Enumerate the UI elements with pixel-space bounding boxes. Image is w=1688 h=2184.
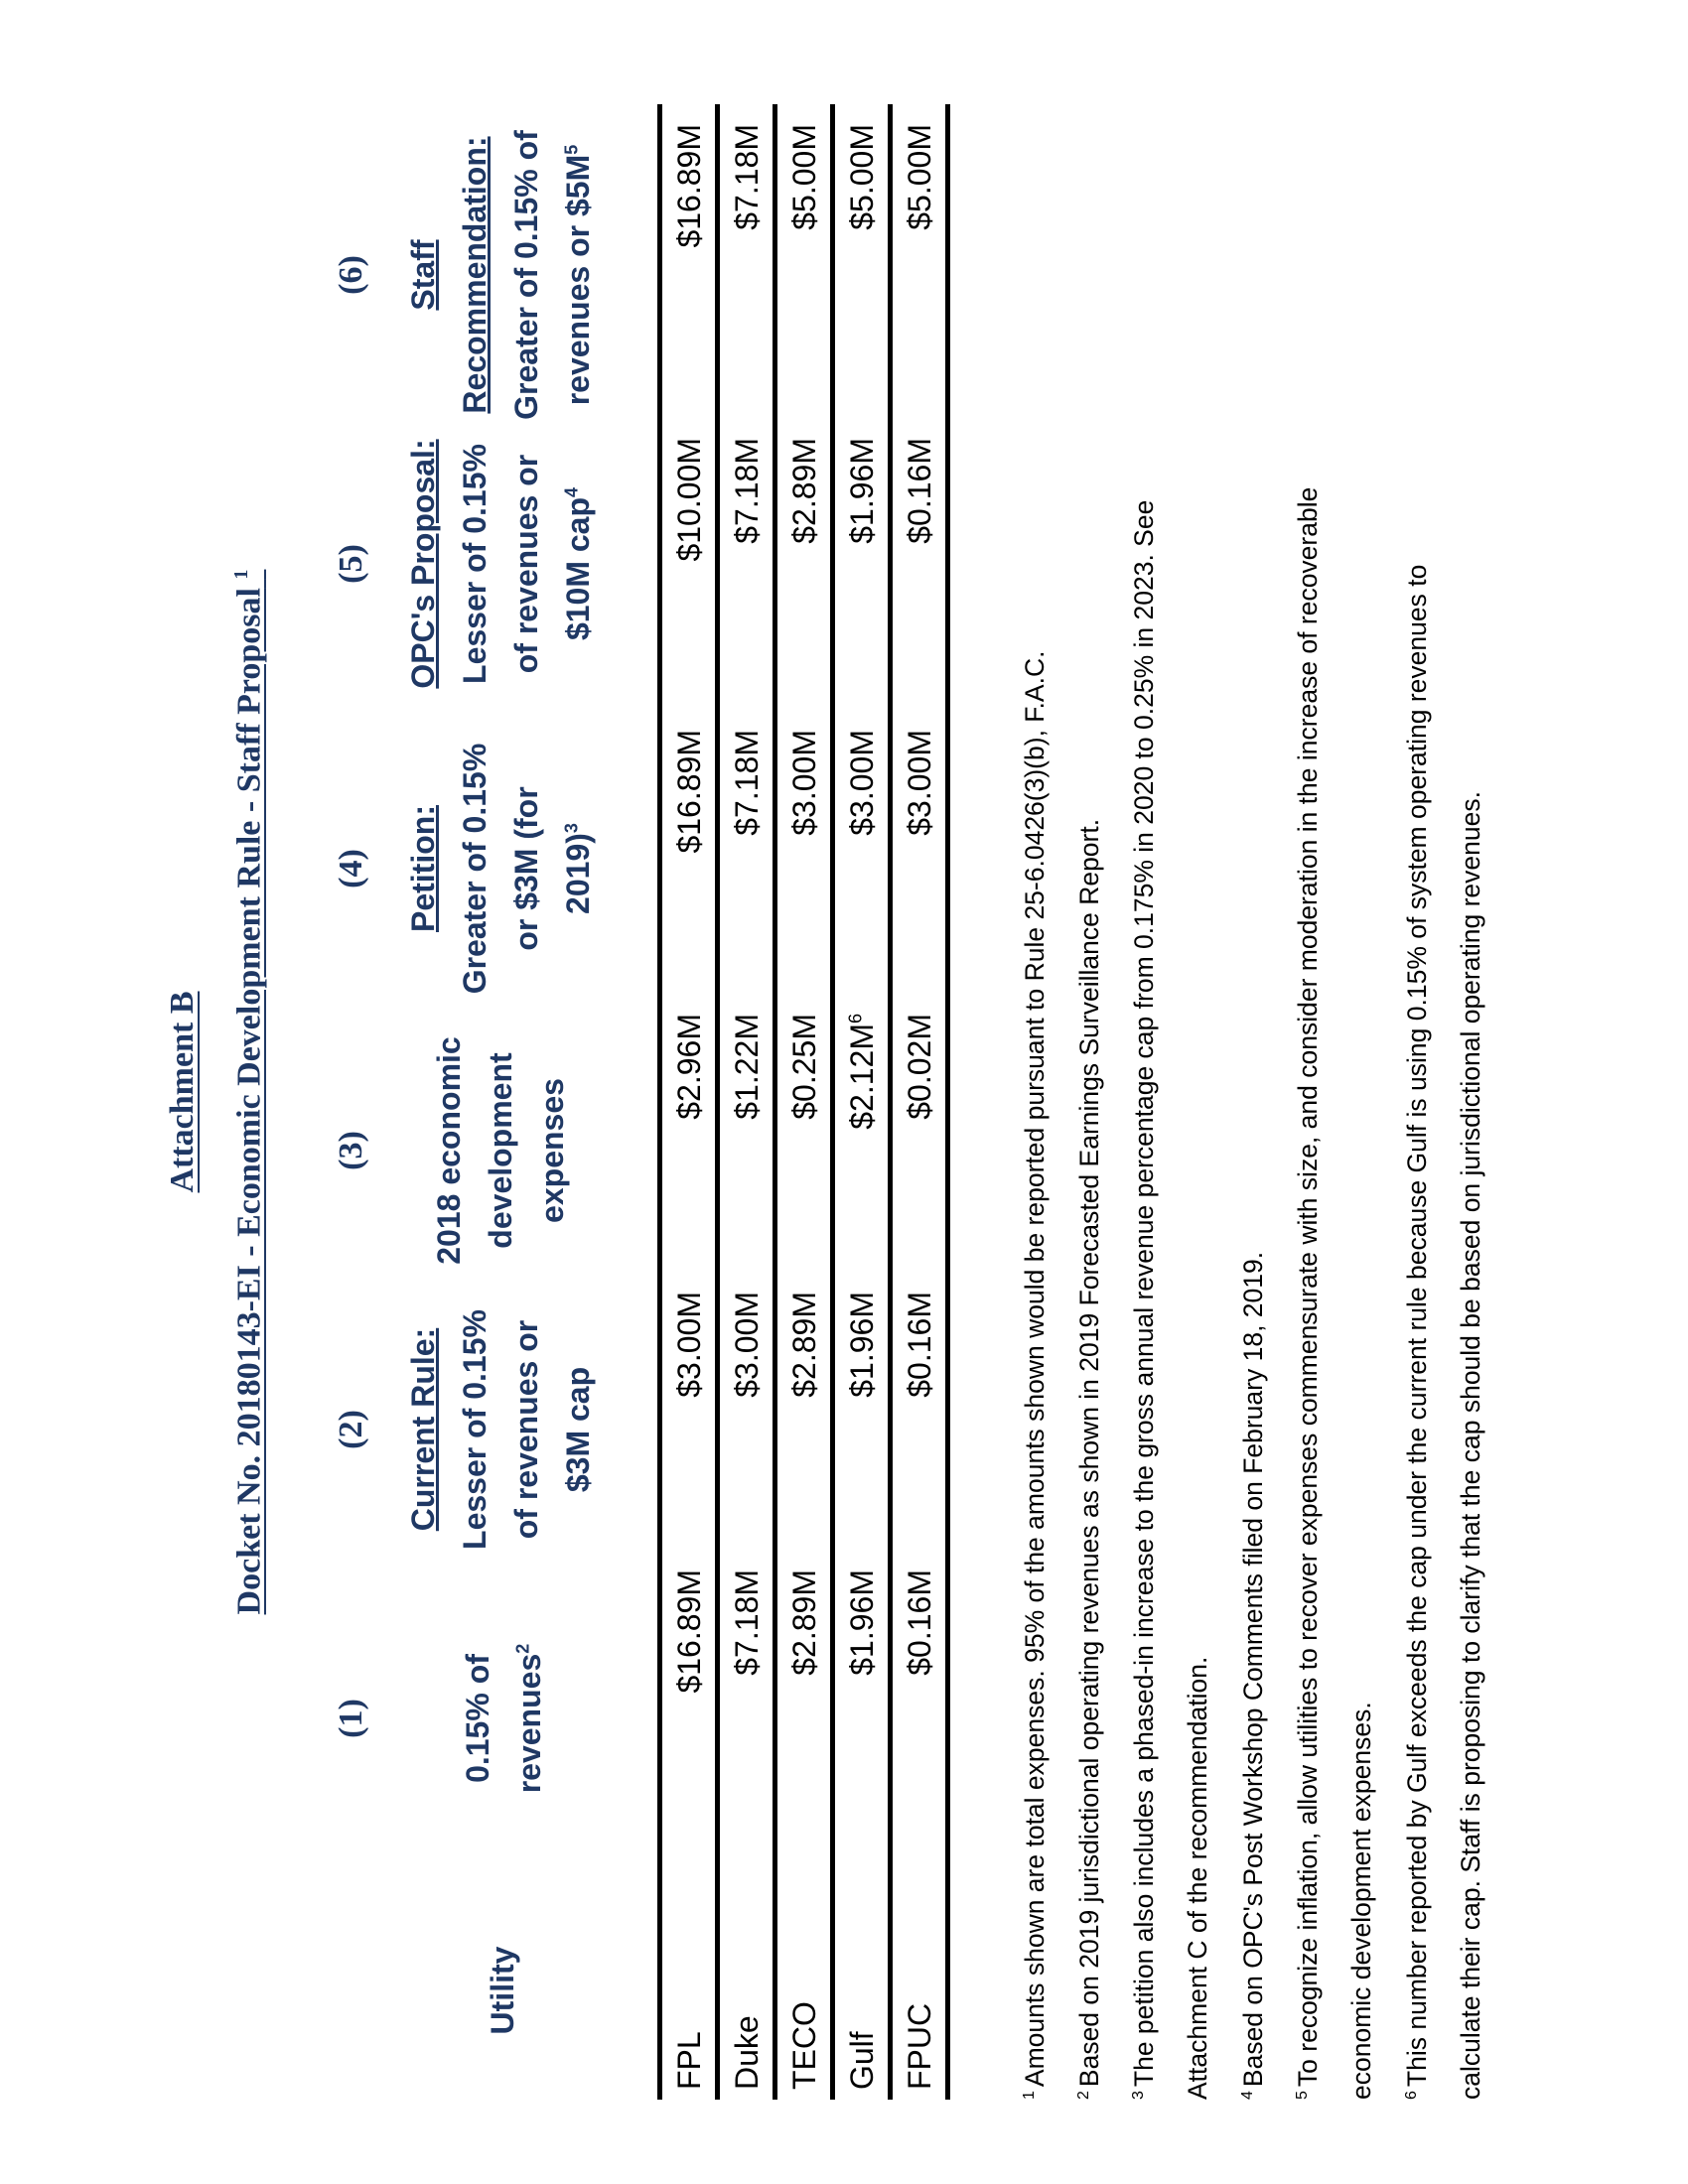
cell-utility: Gulf xyxy=(844,2031,880,2090)
cell-col1: $16.89M xyxy=(671,1570,707,1694)
table-row xyxy=(660,104,718,2090)
header-col4-sup: 3 xyxy=(561,823,582,834)
cell-col2: $3.00M xyxy=(671,1292,707,1398)
attachment-title: Attachment B xyxy=(164,991,201,1193)
header-col5-sup: 4 xyxy=(561,486,582,497)
cell-col3 xyxy=(718,1014,775,1236)
cell-col6: $7.18M xyxy=(729,124,765,230)
cell-col3-value: $0.25M xyxy=(786,1014,822,1120)
cell-col6: $5.00M xyxy=(844,124,880,230)
cell-col3 xyxy=(891,1014,948,1236)
cell-col3-value: $2.96M xyxy=(671,1014,707,1120)
footnote-2-line-1: Based on 2019 jurisdictional operating revenues as shown in 2019 Forecasted Earnings Surveillance Report. xyxy=(1074,818,1104,2088)
header-col1 xyxy=(452,1619,555,1818)
header-col5-line2: Lesser of 0.15% xyxy=(457,444,492,684)
column-number-2: (2) xyxy=(333,1410,369,1449)
table-row xyxy=(891,104,948,2090)
cell-utility: FPL xyxy=(671,2031,707,2090)
header-col3-line2: development xyxy=(483,1052,518,1249)
header-col3 xyxy=(423,1012,578,1290)
header-col3-line1: 2018 economic xyxy=(431,1036,467,1265)
cell-col5: $10.00M xyxy=(671,438,707,562)
cell-col3 xyxy=(833,1014,891,1236)
header-col4-line1: Petition: xyxy=(405,805,441,932)
cell-col4: $3.00M xyxy=(786,730,822,836)
cell-col3-sup: 6 xyxy=(845,1014,866,1024)
cell-utility: Duke xyxy=(729,2015,765,2090)
cell-col4: $3.00M xyxy=(902,730,937,836)
footnote-2-number: 2 xyxy=(1075,2091,1093,2100)
header-col1-line2 xyxy=(503,1619,555,1818)
header-col6-line4 xyxy=(552,116,604,434)
header-col2-line3: of revenues or xyxy=(508,1319,544,1540)
header-col6-line1: Staff xyxy=(405,239,441,311)
header-col2-line2: Lesser of 0.15% xyxy=(457,1309,492,1550)
footnote-4 xyxy=(1226,124,1280,2100)
cell-col1: $7.18M xyxy=(729,1570,765,1676)
header-col5 xyxy=(397,415,604,713)
header-col1-sup: 2 xyxy=(512,1643,533,1654)
cell-col3-value: $2.12M xyxy=(844,1024,880,1130)
cell-col1: $1.96M xyxy=(844,1570,880,1676)
header-col2-line1: Current Rule: xyxy=(405,1327,441,1532)
cell-col3-value: $1.22M xyxy=(729,1014,765,1120)
header-col6-line2: Recommendation: xyxy=(457,136,492,414)
header-col5-line3: of revenues or xyxy=(508,454,544,674)
header-col6-line4-text: revenues or $5M xyxy=(560,154,596,406)
cell-col3 xyxy=(775,1014,833,1236)
footnote-3-number: 3 xyxy=(1130,2091,1148,2100)
header-col4-line4-text: 2019) xyxy=(560,833,596,914)
footnote-1-number: 1 xyxy=(1021,2091,1039,2100)
footnote-1-line-1: Amounts shown are total expenses. 95% of the amounts shown would be reported pursuant to Rule 25-6.0426(3)(b), F.A.C. xyxy=(1020,650,1050,2088)
header-col1-line1: 0.15% of xyxy=(460,1654,495,1783)
docket-title-text: Docket No. 20180143-EI - Economic Development Rule - Staff Proposal xyxy=(230,588,268,1615)
cell-col1: $0.16M xyxy=(902,1570,937,1676)
cell-col3 xyxy=(660,1014,718,1236)
footnote-4-line-1: Based on OPC's Post Workshop Comments filed on February 18, 2019. xyxy=(1238,1251,1268,2088)
footnote-1 xyxy=(1008,124,1061,2100)
footnote-3-line-1-wrap xyxy=(1117,124,1171,2100)
footnote-3-line-2: Attachment C of the recommendation. xyxy=(1183,1656,1212,2100)
footnote-6-line-2: calculate their cap. Staff is proposing to clarify that the cap should be based on jurisdictional operating revenues. xyxy=(1456,791,1485,2100)
footnote-3 xyxy=(1117,124,1224,2100)
cell-col4: $3.00M xyxy=(844,730,880,836)
cell-col5: $1.96M xyxy=(844,438,880,544)
footnote-2 xyxy=(1062,124,1116,2100)
cell-col4: $7.18M xyxy=(729,730,765,836)
cell-col5: $2.89M xyxy=(786,438,822,544)
header-col4 xyxy=(397,720,604,1018)
cell-col1: $2.89M xyxy=(786,1570,822,1676)
header-col6-line3: Greater of 0.15% of xyxy=(508,130,544,420)
header-col4-line3: or $3M (for xyxy=(508,786,544,951)
footnote-6 xyxy=(1390,124,1497,2100)
column-number-4: (4) xyxy=(333,849,369,888)
footnote-6-number: 6 xyxy=(1403,2091,1421,2100)
column-number-5: (5) xyxy=(333,544,369,584)
footnote-6-line-1: This number reported by Gulf exceeds the cap under the current rule because Gulf is using 0.15% of system operating revenues to xyxy=(1402,564,1432,2088)
cell-col2: $2.89M xyxy=(786,1292,822,1398)
cell-col5: $0.16M xyxy=(902,438,937,544)
header-col5-line4-text: $10M cap xyxy=(560,496,596,641)
cell-col5: $7.18M xyxy=(729,438,765,544)
header-col2-line4: $3M cap xyxy=(560,1366,596,1493)
cell-col4: $16.89M xyxy=(671,730,707,854)
footnote-5-line-1: To recognize inflation, allow utilities to recover expenses commensurate with size, and consider moderation in the increase of recoverable xyxy=(1293,486,1323,2088)
footnote-5-line-1-wrap xyxy=(1281,124,1335,2100)
cell-col2: $0.16M xyxy=(902,1292,937,1398)
cell-utility: FPUC xyxy=(902,2002,937,2090)
cell-col2: $1.96M xyxy=(844,1292,880,1398)
docket-title-footnote: 1 xyxy=(230,569,252,580)
header-col6-sup: 5 xyxy=(561,144,582,155)
header-col1-line2-text: revenues xyxy=(511,1653,547,1794)
footnote-4-number: 4 xyxy=(1239,2091,1257,2100)
column-number-6: (6) xyxy=(333,255,369,295)
footnote-5-number: 5 xyxy=(1294,2091,1312,2100)
footnote-6-line-1-wrap xyxy=(1390,124,1444,2100)
column-number-1: (1) xyxy=(333,1699,369,1738)
column-number-3: (3) xyxy=(333,1131,369,1170)
cell-col6: $16.89M xyxy=(671,124,707,248)
footnote-5 xyxy=(1281,124,1388,2100)
cell-col6: $5.00M xyxy=(786,124,822,230)
header-col3-line3: expenses xyxy=(534,1078,570,1223)
table-row xyxy=(718,104,775,2090)
cell-utility: TECO xyxy=(786,2001,822,2090)
table-row xyxy=(833,104,891,2090)
header-col5-line1: OPC's Proposal: xyxy=(405,439,441,689)
cell-col3-value: $0.02M xyxy=(902,1014,937,1120)
docket-title xyxy=(230,0,268,2184)
header-col6 xyxy=(397,116,604,434)
header-col4-line4 xyxy=(552,720,604,1018)
cell-col2: $3.00M xyxy=(729,1292,765,1398)
header-col2 xyxy=(397,1291,604,1569)
cell-col6: $5.00M xyxy=(902,124,937,230)
table-row xyxy=(775,104,833,2090)
footnote-5-line-2: economic development expenses. xyxy=(1346,1702,1376,2100)
footnote-3-line-1: The petition also includes a phased-in increase to the gross annual revenue percentage cap from 0.175% in 2020 to 0.25% in 2023. See xyxy=(1129,499,1159,2088)
header-col5-line4 xyxy=(552,415,604,713)
header-utility: Utility xyxy=(485,1946,520,2035)
header-col4-line2: Greater of 0.15% xyxy=(457,743,492,995)
